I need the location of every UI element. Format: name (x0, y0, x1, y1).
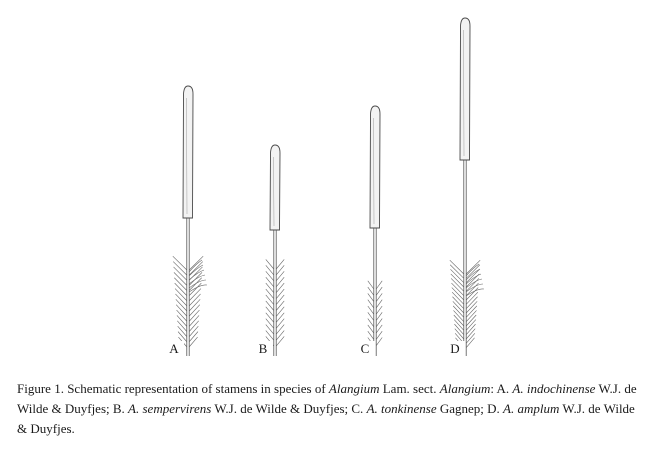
stamen-c (368, 106, 382, 356)
hair-d (450, 265, 464, 279)
hair-a (189, 337, 197, 347)
hair-c (376, 325, 382, 333)
hair-a (175, 294, 186, 306)
hair-b (266, 283, 274, 293)
hair-a (189, 315, 199, 326)
hair-a (174, 272, 187, 285)
hair-d (455, 329, 464, 339)
hair-a (189, 278, 202, 291)
caption-genus: Alangium (328, 381, 380, 396)
hair-b (276, 295, 284, 305)
anther-a (183, 86, 193, 218)
hair-d (454, 324, 463, 335)
hair-b (266, 325, 274, 335)
hair-b (276, 265, 284, 275)
caption-species-d: A. amplum (503, 401, 560, 416)
hair-b (266, 289, 274, 299)
hair-c (376, 281, 382, 289)
hair-a (175, 289, 187, 301)
hair-c (368, 306, 374, 314)
hair-b (266, 271, 274, 281)
hair-a (189, 332, 198, 342)
hair-b (266, 307, 274, 317)
hair-a (189, 321, 199, 332)
hair-a (178, 326, 187, 336)
hair-b (266, 277, 274, 287)
hair-b (276, 301, 284, 311)
hair-b (276, 307, 284, 317)
hair-c (376, 293, 382, 301)
hair-b (266, 295, 274, 305)
caption-authority-a: W.J. de Wilde & Duyfjes; B. (17, 381, 637, 416)
hair-c (368, 293, 374, 301)
hair-b (276, 331, 284, 341)
panel-label-d: D (445, 341, 465, 357)
hair-b (266, 331, 274, 341)
hair-a (177, 310, 187, 321)
caption-prefix: Figure 1. Schematic representation of stamens in species of (17, 381, 329, 396)
anther-b (270, 145, 280, 230)
caption-species-b: A. sempervirens (128, 401, 212, 416)
hair-c (368, 325, 374, 333)
hair-c (368, 312, 374, 320)
hair-a (177, 315, 187, 326)
hair-d (466, 338, 474, 348)
anther-c (370, 106, 380, 228)
hair-d (466, 265, 480, 279)
hair-b (276, 325, 284, 335)
hair-c (376, 319, 382, 327)
caption-part2: Lam. sect. (379, 381, 440, 396)
hair-c (368, 287, 374, 295)
hair-b (276, 283, 284, 293)
hair-a (176, 305, 187, 316)
hair-c (376, 287, 382, 295)
hair-a (189, 283, 201, 295)
hair-c (376, 331, 382, 339)
hair-c (376, 338, 382, 346)
hair-b (266, 259, 274, 269)
hair-c (368, 331, 374, 339)
hair-a (174, 278, 187, 291)
hair-a (175, 283, 187, 295)
hair-b (266, 265, 274, 275)
hair-d (466, 329, 475, 339)
hair-c (368, 300, 374, 308)
panel-label-c: C (355, 341, 375, 357)
hair-b (276, 271, 284, 281)
hair-c (368, 281, 374, 289)
caption-species-c: A. tonkinense (366, 401, 437, 416)
anther-d (460, 18, 470, 160)
stamen-b (266, 145, 284, 356)
figure-caption (17, 379, 641, 439)
hair-d (466, 324, 475, 335)
caption-authority-b: W.J. de Wilde & Duyfjes; C. (211, 401, 367, 416)
caption-authority-d: W.J. de Wilde & Duyfjes. (17, 401, 635, 436)
hair-a (189, 294, 200, 306)
hair-b (266, 319, 274, 329)
stamen-a (173, 86, 207, 356)
hair-a (177, 321, 187, 332)
panel-label-a: A (164, 341, 184, 357)
caption-section: Alangium (439, 381, 491, 396)
hair-a (189, 326, 198, 336)
caption-species-a: A. indochinense (512, 381, 596, 396)
hair-b (276, 277, 284, 287)
hair-d (466, 260, 480, 274)
hair-b (276, 289, 284, 299)
hair-b (276, 313, 284, 323)
hair-d (450, 260, 464, 274)
hair-c (368, 319, 374, 327)
hair-a (176, 299, 187, 311)
hair-b (276, 319, 284, 329)
hair-c (376, 312, 382, 320)
hair-b (266, 313, 274, 323)
caption-part3: : A. (490, 381, 513, 396)
hair-d (466, 333, 475, 343)
hair-c (376, 306, 382, 314)
stamen-d (450, 18, 484, 356)
caption-authority-c: Gagnep; D. (436, 401, 504, 416)
hair-a (189, 310, 199, 321)
hair-c (376, 300, 382, 308)
hair-a (189, 289, 201, 301)
panel-label-b: B (253, 341, 273, 357)
hair-a (189, 299, 200, 311)
hair-b (276, 336, 284, 346)
hair-b (266, 301, 274, 311)
hair-a (189, 305, 200, 316)
hair-b (276, 259, 284, 269)
